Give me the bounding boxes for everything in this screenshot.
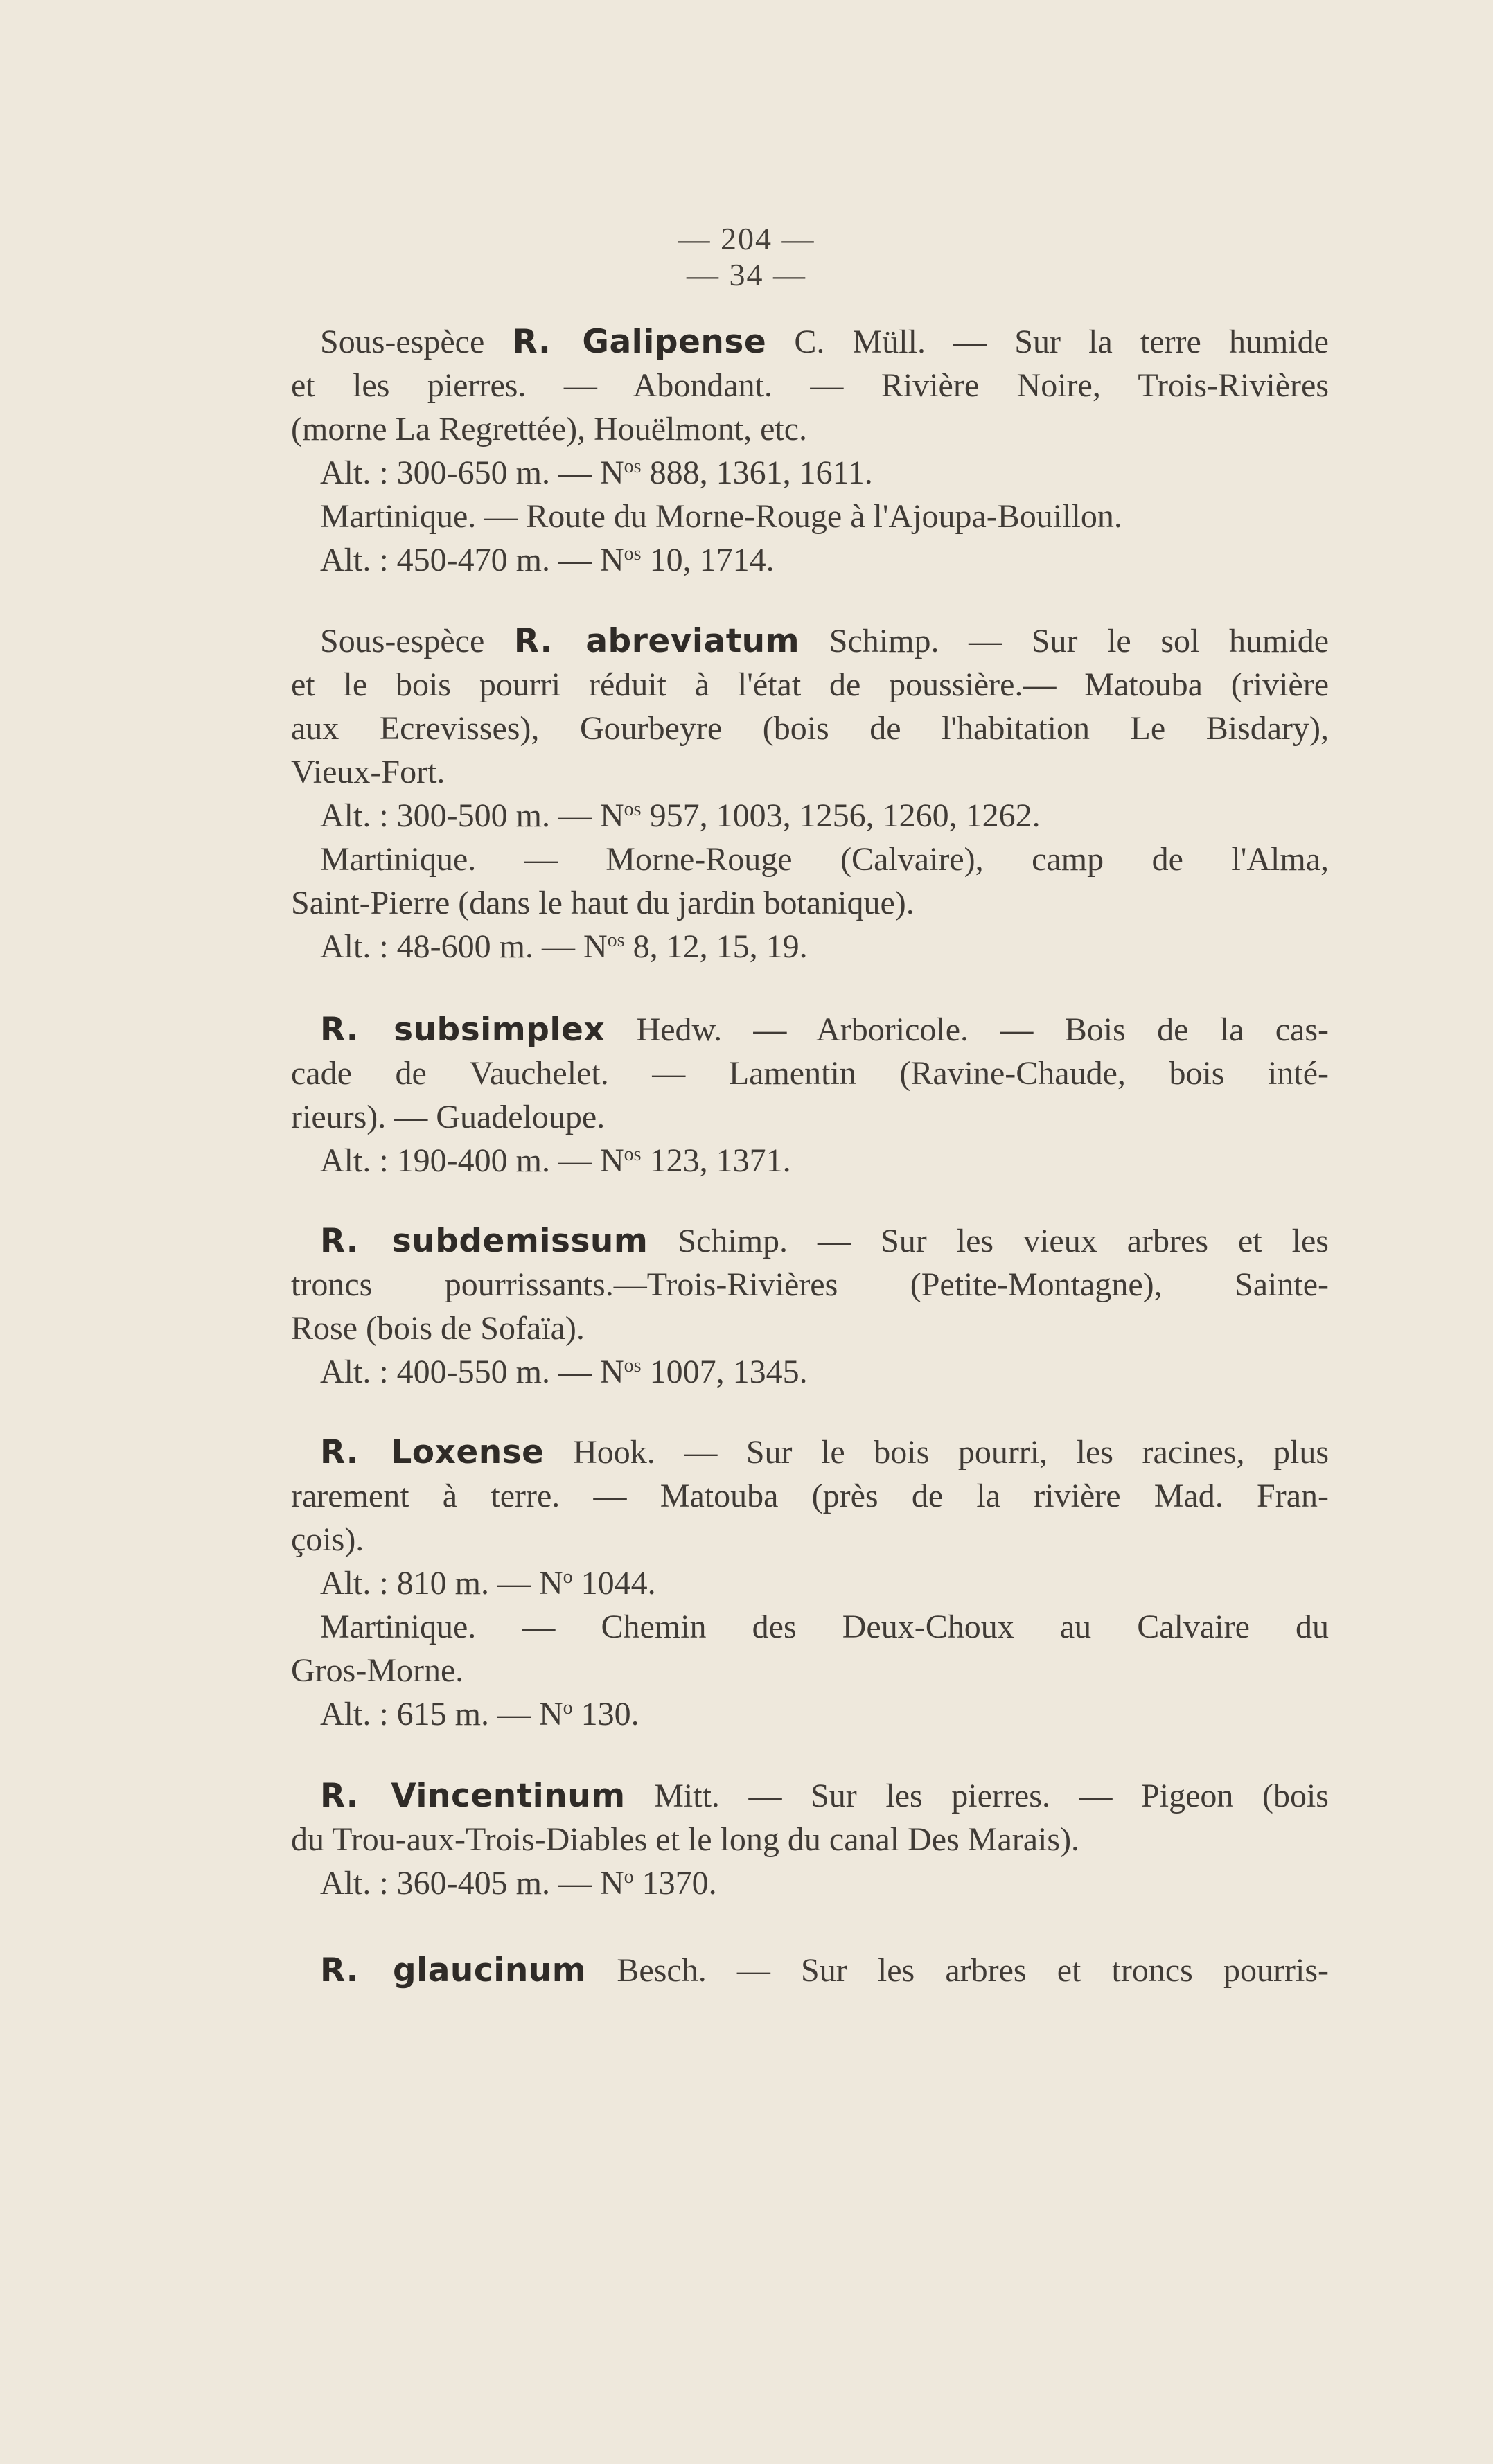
altitude-line: Alt. : 48-600 m. — $N^{os}$ 8, 12, 15, 19. bbox=[320, 928, 808, 965]
species-entry-galipense bbox=[291, 320, 1329, 582]
page-number: — 204 — bbox=[678, 221, 815, 256]
entry-text-line: cade de Vauchelet. — Lamentin (Ravine-Chaude, bois inté- bbox=[291, 1055, 1329, 1092]
species-name: R. subsimplex bbox=[320, 1011, 606, 1049]
altitude-line: Alt. : 300-650 m. — $N^{os}$ 888, 1361, 1611. bbox=[320, 454, 873, 491]
entry-text-line: troncs pourrissants.—Trois-Rivières (Petite-Montagne), Sainte- bbox=[291, 1266, 1329, 1303]
entry-text-line: Rose (bois de Sofaïa). bbox=[291, 1310, 585, 1347]
altitude-line: Alt. : 450-470 m. — $N^{os}$ 10, 1714. bbox=[320, 542, 775, 578]
entry-text-line: çois). bbox=[291, 1521, 364, 1558]
entry-text-line: Saint-Pierre (dans le haut du jardin botanique). bbox=[291, 885, 915, 921]
entry-text-line: Martinique. — Route du Morne-Rouge à l'Ajoupa-Bouillon. bbox=[320, 498, 1122, 535]
species-name: R. Vincentinum bbox=[320, 1777, 626, 1815]
entry-text-line: Martinique. — Morne-Rouge (Calvaire), camp de l'Alma, bbox=[320, 841, 1329, 878]
species-entry-subsimplex bbox=[291, 1008, 1329, 1182]
altitude-line: Alt. : 400-550 m. — $N^{os}$ 1007, 1345. bbox=[320, 1354, 808, 1390]
species-name: R. abreviatum bbox=[513, 622, 800, 660]
entry-heading-line: Sous-espèce R. abreviatum Schimp. — Sur le sol humide bbox=[320, 622, 1329, 660]
species-name: R. Galipense bbox=[512, 323, 767, 361]
section-page-number: — 34 — bbox=[687, 257, 806, 292]
species-name: R. Loxense bbox=[320, 1433, 545, 1471]
entry-heading-line: R. Vincentinum Mitt. — Sur les pierres. — Pigeon (bois bbox=[320, 1777, 1329, 1815]
entry-text-line: rarement à terre. — Matouba (près de la rivière Mad. Fran- bbox=[291, 1478, 1329, 1514]
entry-text-line: rieurs). — Guadeloupe. bbox=[291, 1099, 606, 1135]
species-entry-vincentinum bbox=[291, 1774, 1329, 1905]
altitude-line: Alt. : 300-500 m. — $N^{os}$ 957, 1003, 1256, 1260, 1262. bbox=[320, 797, 1041, 834]
species-entry-abreviatum bbox=[291, 619, 1329, 968]
entry-text-line: Martinique. — Chemin des Deux-Choux au Calvaire du bbox=[320, 1608, 1329, 1645]
species-entry-glaucinum bbox=[291, 1949, 1329, 1992]
entry-text-line: Gros-Morne. bbox=[291, 1652, 464, 1689]
entry-text-line: et le bois pourri réduit à l'état de poussière.— Matouba (rivière bbox=[291, 666, 1329, 703]
altitude-line: Alt. : 810 m. — $N^o$ 1044. bbox=[320, 1565, 656, 1602]
species-entry-loxense bbox=[291, 1430, 1329, 1736]
altitude-line: Alt. : 190-400 m. — $N^{os}$ 123, 1371. bbox=[320, 1142, 791, 1179]
species-entry-subdemissum bbox=[291, 1219, 1329, 1394]
species-name: R. glaucinum bbox=[320, 1951, 587, 1989]
altitude-line: Alt. : 360-405 m. — $N^o$ 1370. bbox=[320, 1865, 717, 1902]
entry-text-line: du Trou-aux-Trois-Diables et le long du canal Des Marais). bbox=[291, 1821, 1080, 1858]
entry-heading-line: R. subsimplex Hedw. — Arboricole. — Bois de la cas- bbox=[320, 1011, 1329, 1049]
entry-text-line: et les pierres. — Abondant. — Rivière Noire, Trois-Rivières bbox=[291, 367, 1329, 404]
entry-heading-line: R. Loxense Hook. — Sur le bois pourri, les racines, plus bbox=[320, 1433, 1329, 1471]
entry-text-line: Vieux-Fort. bbox=[291, 754, 445, 790]
entry-text-line: (morne La Regrettée), Houëlmont, etc. bbox=[291, 411, 808, 447]
altitude-line: Alt. : 615 m. — $N^o$ 130. bbox=[320, 1696, 639, 1732]
species-name: R. subdemissum bbox=[320, 1222, 648, 1260]
entry-heading-line: R. glaucinum Besch. — Sur les arbres et troncs pourris- bbox=[320, 1951, 1329, 1989]
entry-heading-line: R. subdemissum Schimp. — Sur les vieux arbres et les bbox=[320, 1222, 1329, 1260]
entry-heading-line: Sous-espèce R. Galipense C. Müll. — Sur la terre humide bbox=[320, 323, 1329, 361]
entry-text-line: aux Ecrevisses), Gourbeyre (bois de l'habitation Le Bisdary), bbox=[291, 710, 1329, 747]
